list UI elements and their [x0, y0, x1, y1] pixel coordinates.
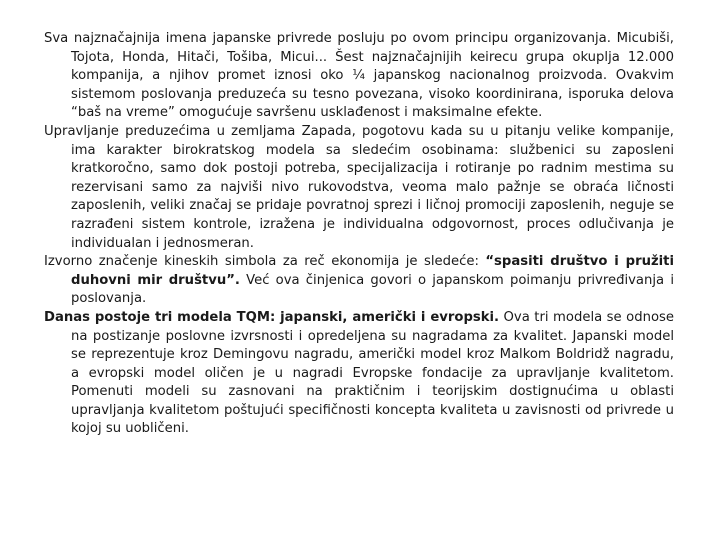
chinese-symbols-lead: Izvorno značenje kineskih simbola za reč ekonomija je sledeće:: [44, 254, 486, 270]
tqm-models-heading: Danas postoje tri modela TQM: japanski, američki i evropski.: [44, 309, 500, 325]
tqm-models-text: Ova tri modela se odnose na postizanje poslovne izvrsnosti i opredeljena su nagradama za kvalitet. Japanski model se reprezentuje kroz Demingovu nagradu, američki model kroz Malkom Boldridž nagradu, a evropski model oličen je u nagradi Evropske fondacije za upravljanje kvalitetom. Pomenuti modeli su zasnovani na praktičnim i teorijskim dostignućima u oblasti upravljanja kvalitetom poštujući specifičnosti koncepta kvaliteta u zavisnosti od privrede u kojoj su uobličeni.: [71, 309, 674, 437]
paragraph-tqm-models: [44, 309, 674, 439]
paragraph-chinese-symbols: [44, 253, 674, 309]
chinese-symbols-meaning: “spasiti društvo i pružiti duhovni mir društvu”.: [71, 254, 674, 288]
paragraph-western-management: Upravljanje preduzećima u zemljama Zapada, pogotovu kada su u pitanju velike kompanije, ima karakter birokratskog modela sa sledećim osobinama: službenici su zaposleni kratkoročno, samo dok postoji potreba, specijalizacija i rotiranje po radnim mestima su rezervisani samo za najviši nivo rukovodstva, veoma malo pažnje se obraća ličnosti zaposlenih, veliki značaj se pridaje povratnoj sprezi i ličnoj promociji zaposlenih, neguje se razrađeni sistem kontrole, izražena je individualna odgovornost, proces odlučivanja je individualan i jednosmeran.: [44, 123, 674, 251]
paragraph-keiretsu: Sva najznačajnija imena japanske privrede posluju po ovom principu organizovanja. Micubiši, Tojota, Honda, Hitači, Tošiba, Micui... Šest najznačajnijih keirecu grupa okuplja 12.000 kompanija, a njihov promet iznosi oko ¼ japanskog nacionalnog proizvoda. Ovakvim sistemom poslovanja preduzeća su tesno povezana, visoko koordinirana, isporuka delova “baš na vreme” omogućuje savršenu usklađenost i maksimalne efekte.: [44, 31, 674, 121]
chinese-symbols-tail: Već ova činjenica govori o japanskom poimanju privređivanja i poslovanja.: [71, 272, 674, 307]
document-body: [44, 30, 674, 439]
